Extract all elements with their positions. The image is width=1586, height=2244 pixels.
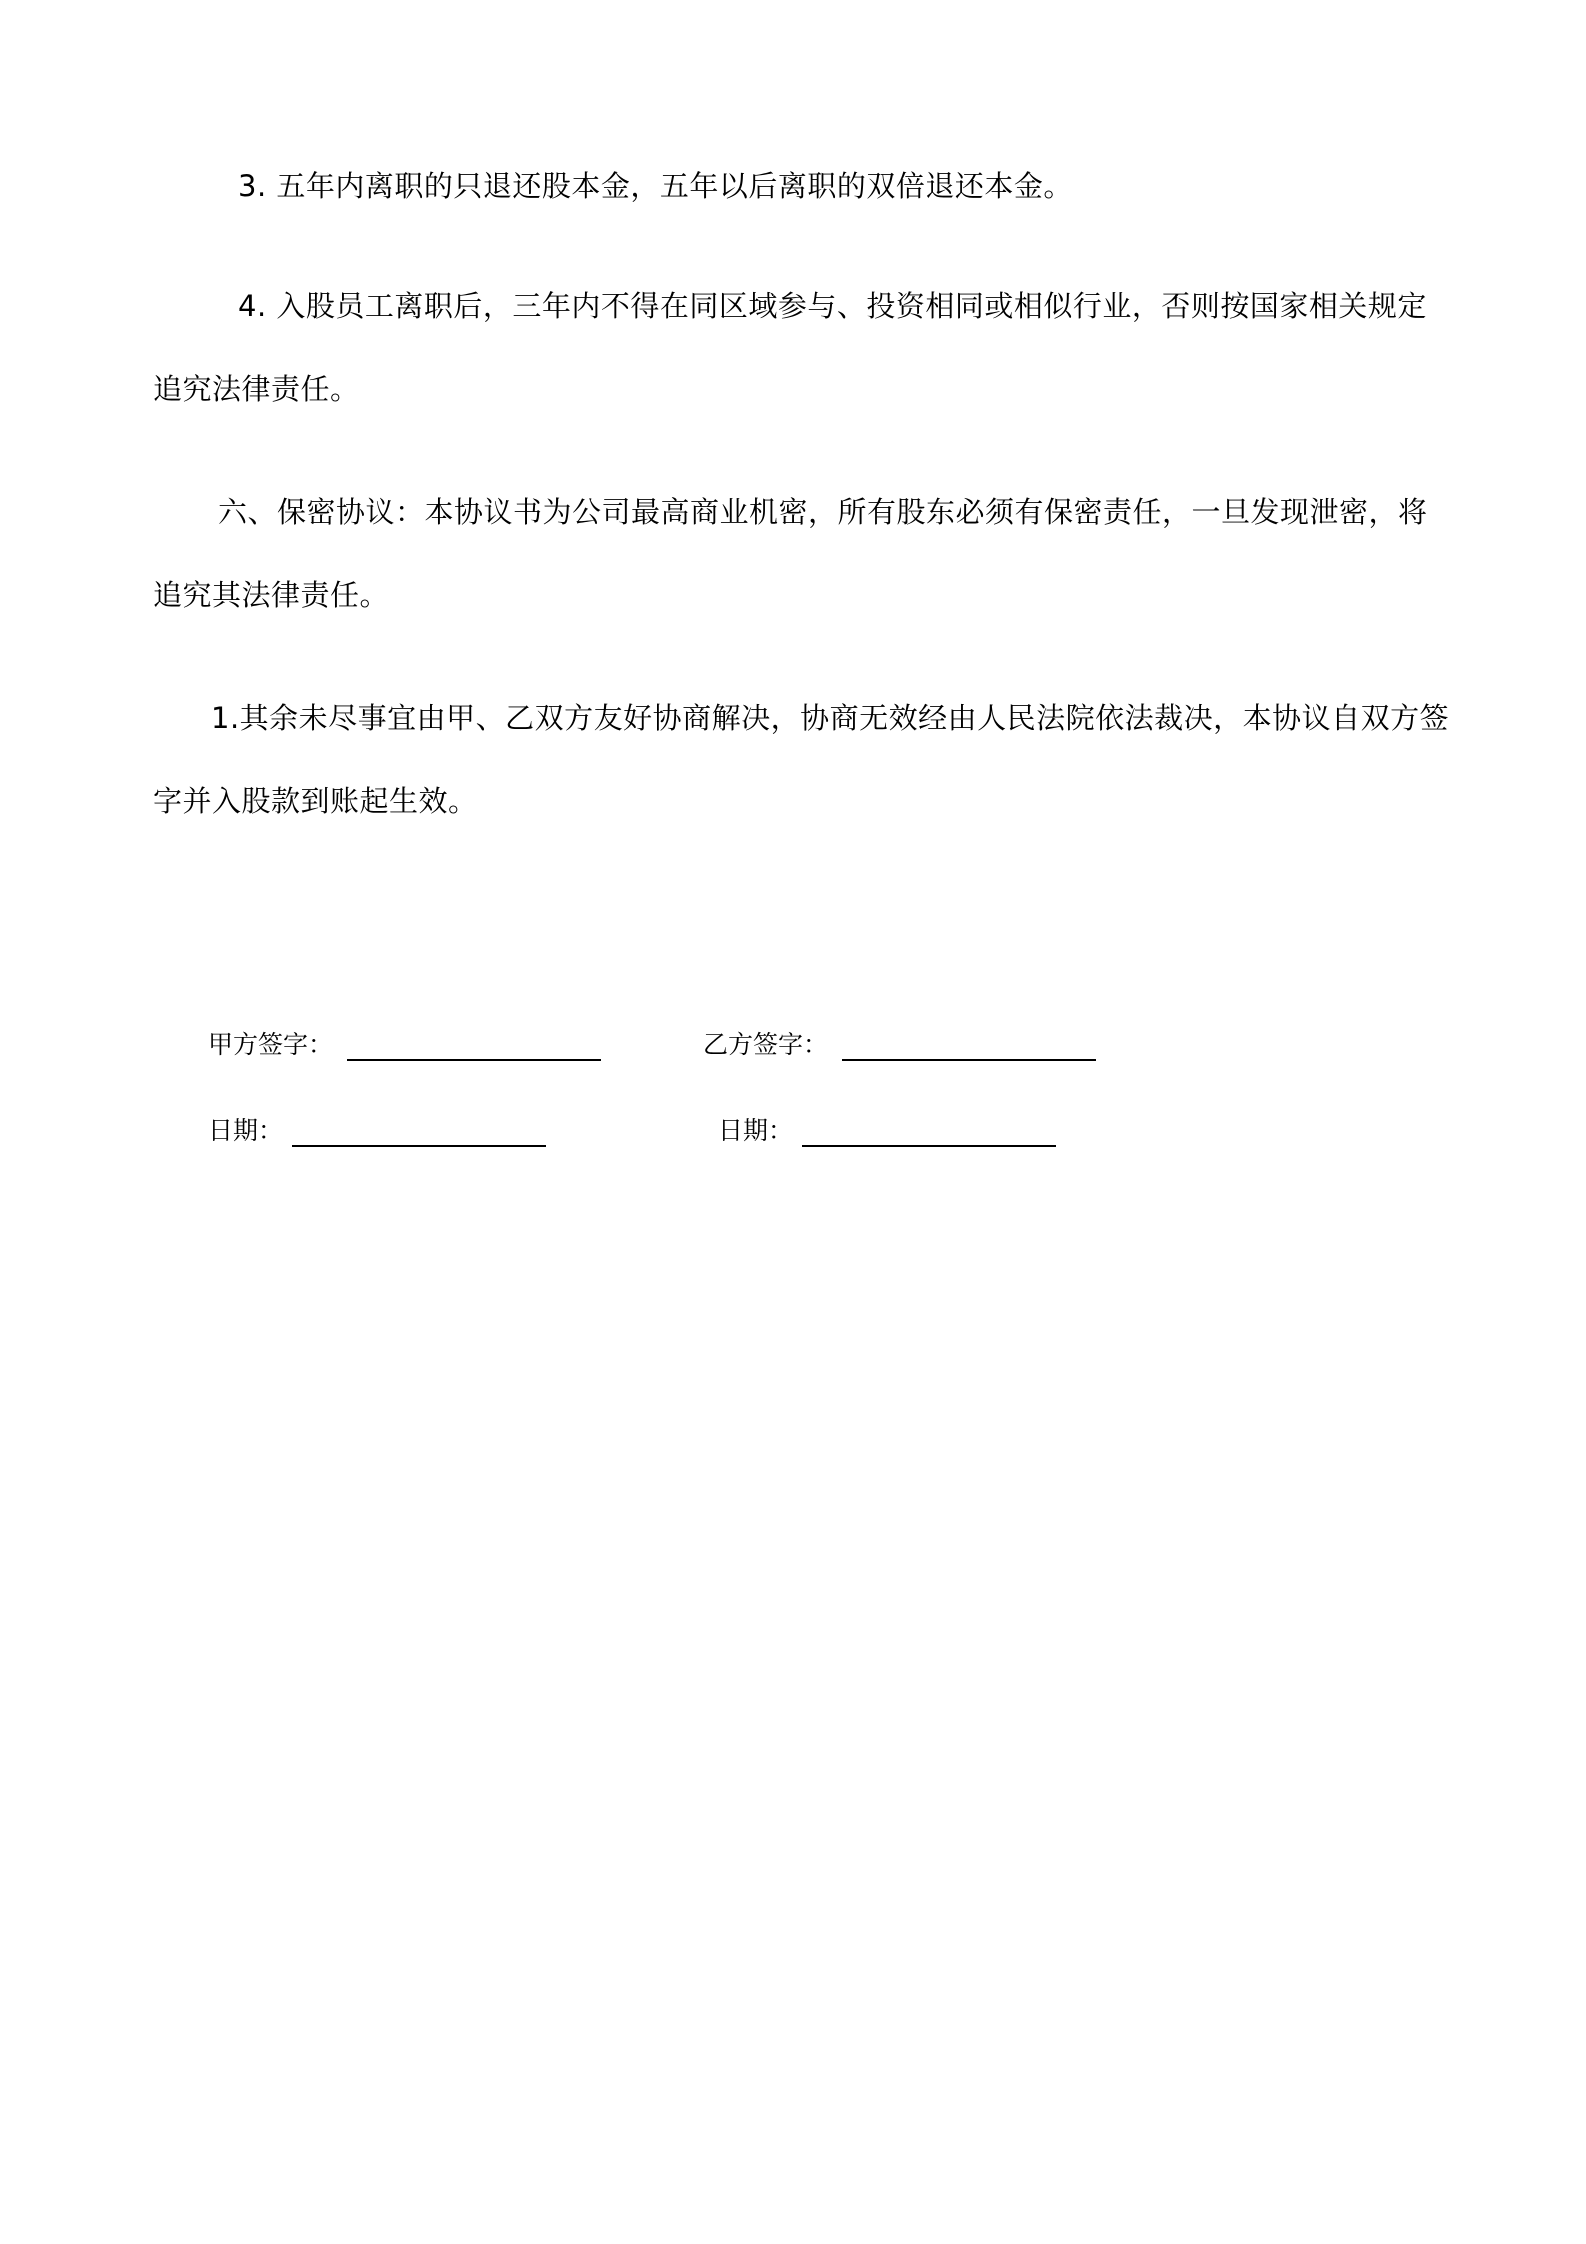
clause-4-text: 4. 入股员工离职后，三年内不得在同区域参与、投资相同或相似行业，否则按国家相关规定追究法律责任。 <box>153 289 1427 406</box>
party-a-signature-line <box>347 1041 601 1061</box>
party-b-date-label: 日期： <box>718 1116 794 1145</box>
party-b-signature-line <box>842 1041 1096 1061</box>
party-a-date-label: 日期： <box>208 1116 284 1145</box>
party-a-date-line <box>292 1127 546 1147</box>
party-a-signature-label: 甲方签字： <box>208 1030 334 1059</box>
party-b-date-line <box>802 1127 1056 1147</box>
clause-3-text: 3. 五年内离职的只退还股本金，五年以后离职的双倍退还本金。 <box>238 169 1073 203</box>
final-clause-text: 1.其余未尽事宜由甲、乙双方友好协商解决，协商无效经由人民法院依法裁决，本协议自双方签字并入股款到账起生效。 <box>153 701 1450 818</box>
party-b-signature-label: 乙方签字： <box>703 1030 829 1059</box>
confidentiality-clause-text: 六、保密协议：本协议书为公司最高商业机密，所有股东必须有保密责任，一旦发现泄密，将追究其法律责任。 <box>153 495 1428 612</box>
